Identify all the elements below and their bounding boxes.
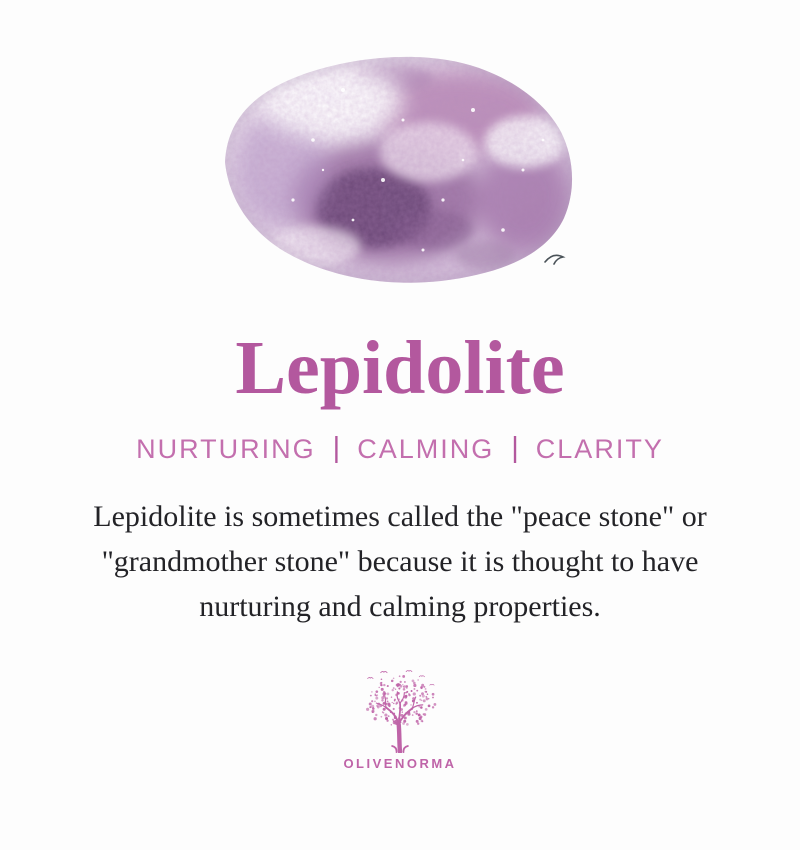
tagline-word-nurturing: NURTURING [136, 434, 316, 464]
description-line-2: "grandmother stone" because it is thought to have [101, 545, 699, 578]
tagline-separator: | [332, 432, 341, 464]
page-title: Lepidolite [235, 326, 565, 410]
tagline-separator: | [511, 432, 519, 464]
brand-logo [0, 669, 800, 771]
tagline-word-calming: CALMING [357, 434, 495, 464]
stray-mark [545, 255, 563, 264]
birds-icons [368, 671, 435, 686]
olive-tree-icon [356, 669, 444, 753]
description [0, 494, 800, 629]
description-line-1: Lepidolite is sometimes called the "peace stone" or [93, 500, 707, 533]
brand-name: OLIVENORMA [343, 756, 457, 771]
lepidolite-stone-image [223, 50, 577, 286]
tagline-word-clarity: CLARITY [535, 434, 664, 464]
tagline [0, 433, 800, 466]
stone-photo [223, 50, 577, 286]
gemstone-card [0, 50, 800, 850]
description-line-3: nurturing and calming properties. [199, 590, 601, 623]
stone-texture [223, 50, 577, 286]
